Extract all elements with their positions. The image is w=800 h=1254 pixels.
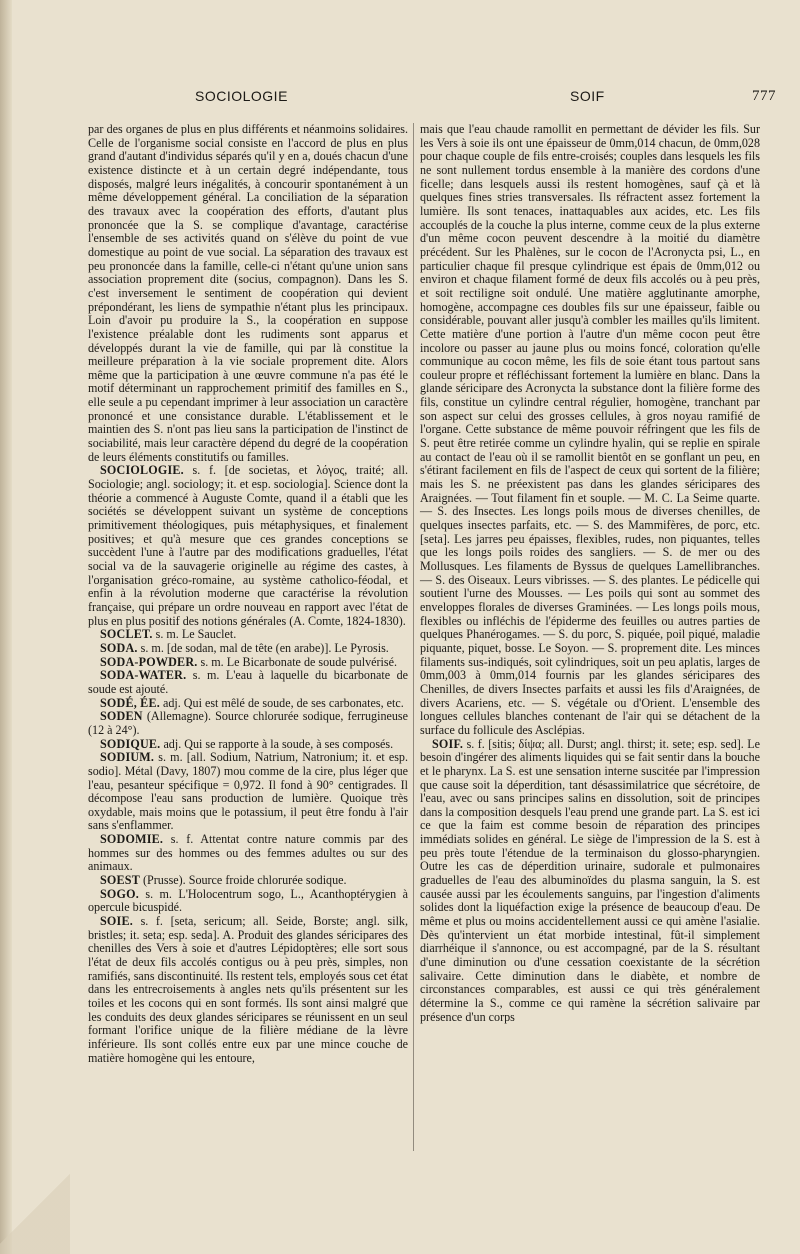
entry bbox=[88, 628, 408, 642]
entry-text: adj. Qui se rapporte à la soude, à ses composés. bbox=[163, 736, 394, 751]
entry-headword: SODIQUE. bbox=[100, 736, 161, 751]
entry-headword: SODOMIE. bbox=[100, 832, 164, 847]
entry-text: mais que l'eau chaude ramollit en permettant de dévider les fils. Sur les Vers à soie ils ont une épaisseur de 0mm,014 chacun, de 0mm,028 pour chaque couple de fils entre-croisés; couples dans lesquels les fils ne sont nullement tordus ensemble à la manière des cordons d'une ficelle; dans lesquels aussi ils restent homogènes, sauf çà et là quelques fines stries transversales. Ils réfractent assez fortement la lumière. Ils sont tenaces, inattaquables aux acides, etc. Les fils accouplés de la couche la plus interne, comme ceux de la plus externe d'un même cocon peuvent descendre à la moitié du diamètre précédent. Sur les Phalènes, sur le cocon de l'Acronycta psi, L., en particulier chaque fil presque cylindrique est épais de 0mm,012 ou environ et chaque filament formé de deux fils accolés ou à peu près, et soit rectiligne soit ondulé. Une matière agglutinante amorphe, homogène, accompagne ces doubles fils sur une épaisseur, faible ou considérable, pouvant aller jusqu'à combler les mailles qu'ils limitent. Cette matière d'une portion à l'autre d'un même cocon peut être incolore ou passer au jaune plus ou moins foncé, coloration qu'elle communique au cocon même, les fils de soie étant tous partout sans couleur propre et réfléchissant fortement la lumière en blanc. Dans la glande séricipare des Acronycta la substance dont la filière forme des fils, constitue un cylindre central régulier, homogène, tranchant par son aspect sur celui des grosses cellules, à gros noyau ramifié de l'organe. Cette substance de même pouvoir réfringent que les fils de S. peut être retirée comme un cylindre hyalin, qui se replie en spirale au contact de l'eau où il se ramollit bientôt en se gonflant un peu, en s'étirant facilement en fils de l'aspect de ceux qui sortent de la filière; mais les S. ne préexistent pas dans les glandes séricipares des Araignées. — Tout filament fin et souple. — M. C. La Seime quarte. — S. des Insectes. Les longs poils mous de diverses chenilles, de quelques insectes parfaits, etc. — S. des Mammifères, de porc, etc. [seta]. Les jarres peu épaisses, flexibles, rudes, non piquantes, telles que les longs poils roides des sangliers. — S. de mer ou des Mollusques. Les filaments de Byssus de quelques Lamellibranches. — S. des Oiseaux. Leurs vibrisses. — S. des plantes. Le pédicelle qui soutient l'urne des Mousses. — Les poils qui sont au sommet des enveloppes florales de diverses Graminées. — Les longs poils mous, flexibles ou infléchis de l'épiderme des feuilles ou autres parties de quelques Phanérogames. — S. du porc, S. piquée, poil piqué, maladie piquante, piquet, bosse. Le Soyon. — S. proprement dite. Les minces filaments sus-indiqués, soit cylindriques, soit un peu aplatis, larges de 0mm,003 à 0mm,014 fournis par les glandes séricipares des Chenilles, de divers Insectes parfaits et aussi les fils d'Araignées, de divers Acariens, etc. — S. végétale ou d'Orient. L'ensemble des longues cellules blanches contenant de l'air qui se détachent de la surface du follicule des Asclépias. bbox=[420, 122, 760, 737]
entry-text: s. f. [de societas, et λόγος, traité; all. Sociologie; angl. sociology; it. et esp. sociologia]. Science dont la théorie a commencé à Auguste Comte, quand il a établi que les sociétés se développent suivant un système de conceptions primitivement théologiques, puis métaphysiques, et finalement positives; et qu'à mesure que ces grandes conceptions se succèdent l'une à l'autre par des modifications graduelles, l'état social va de la sauvagerie originelle au régime des castes, à l'organisation gréco-romaine, au système catholico-féodal, et enfin à la révolution moderne que caractérise la révolution française, qui prépare un ordre nouveau en rapport avec l'état de plus en plus positif des notions générales (A. Comte, 1824-1830). bbox=[88, 463, 408, 628]
entry bbox=[88, 915, 408, 1065]
entry-text: s. m. Le Sauclet. bbox=[155, 627, 237, 642]
entry bbox=[420, 123, 760, 738]
entry-text: adj. Qui est mêlé de soude, de ses carbonates, etc. bbox=[162, 695, 404, 710]
entry bbox=[88, 751, 408, 833]
entry-text: s. f. [seta, sericum; all. Seide, Borste; angl. silk, bristles; it. seta; esp. seda]. A. Produit des glandes séricipares des chenilles des Vers à soie et d'autres Lépidoptères; elle sort sous l'état de deux fils accolés contigus ou à peu près, simples, non ramifiés, sans discontinuité. Ils restent tels, employés sous cet état dans les entrecroisements à angles nets qu'ils présentent sur les toiles et les cocons qui en sont formés. Ils sont ainsi malgré que les conduits des deux glandes séricipares se réunissent en un seul formant l'orifice unique de la filière médiane de la lèvre inférieure. Ils sont collés entre eux par une mince couche de matière homogène qui les entoure, bbox=[88, 914, 409, 1065]
entry-text: (Allemagne). Source chlorurée sodique, ferrugineuse (12 à 24°). bbox=[88, 709, 408, 737]
entry bbox=[88, 697, 408, 711]
column-rule bbox=[413, 123, 414, 1151]
entry-text: s. m. [de sodan, mal de tête (en arabe)]. Le Pyrosis. bbox=[140, 640, 389, 655]
entry-headword: SOEST bbox=[100, 873, 140, 888]
entry-text: (Prusse). Source froide chlorurée sodique. bbox=[143, 873, 347, 888]
entry bbox=[88, 123, 408, 464]
entry-headword: SOCIOLOGIE. bbox=[100, 463, 184, 478]
entry-text: s. m. Le Bicarbonate de soude pulvérisé. bbox=[200, 654, 397, 669]
entry bbox=[88, 710, 408, 737]
entry-headword: SOGO. bbox=[100, 886, 139, 901]
entry bbox=[88, 888, 408, 915]
entry bbox=[88, 874, 408, 888]
entry-text: s. m. L'Holocentrum sogo, L., Acanthoptérygien à opercule bicuspidé. bbox=[88, 886, 408, 915]
entry-headword: SODIUM. bbox=[100, 750, 155, 765]
entry-text: s. f. Attentat contre nature commis par des hommes sur des hommes ou des femmes adultes ou sur des animaux. bbox=[88, 832, 408, 874]
entry-text: s. f. [sitis; δίψα; all. Durst; angl. thirst; it. sete; esp. sed]. Le besoin d'ingérer des aliments liquides qui se fait sentir dans la bouche et le pharynx. La S. est une sensation interne suscitée par l'impression que cause soit la déperdition, tant désassimilatrice que sécrétoire, de l'eau, avec ou sans principes salins en dissolution, soit de principes dans la composition desquels l'eau prend une grande part. La S. est ici ce que la faim est comme besoin de réparation des principes immédiats solides en général. Le siège de l'impression de la S. est à peu près toute l'étendue de la terminaison du glosso-pharyngien. Outre les cas de déperdition urinaire, sudorale et pulmonaires graduelles de l'eau des albuminoïdes du plasma sanguin, la S. est causée aussi par les écoulements sanguins, par l'ingestion d'aliments solides dont la liquéfaction exige la présence de beaucoup d'eau. De même et plus ou moins accidentellement aussi ce qui amène l'asialie. Dès qu'intervient un état morbide intestinal, fût-il simplement diarrhéique il s'annonce, ou est accompagné, par de la S. résultant d'une diminution ou d'une cessation coexistante de la sécrétion salivaire. Cette diminution dans le diabète, et nombre de circonstances comparables, est aussi ce qui très généralement détermine la S., comme ce qui ramène la sécrétion salivaire par présence d'un corps bbox=[420, 736, 760, 1024]
entry bbox=[88, 464, 408, 628]
entry-text: s. m. [all. Sodium, Natrium, Natronium; it. et esp. sodio]. Métal (Davy, 1807) mou comme de la cire, plus léger que l'eau, pesanteur spécifique = 0,972. Il fond à 90° centigrades. Il décompose l'eau sans production de lumière. Quoique très oxydable, mais moins que le potassium, il peut être fondu à l'air sans s'enflammer. bbox=[88, 750, 408, 833]
page-fold-shadow bbox=[0, 1164, 70, 1254]
entry-headword: SODA-WATER. bbox=[100, 668, 187, 683]
entry bbox=[88, 669, 408, 696]
entry-headword: SODA. bbox=[100, 640, 138, 655]
running-header bbox=[0, 88, 800, 112]
entry-headword: SODA-POWDER. bbox=[100, 654, 198, 669]
entry-headword: SODEN bbox=[100, 709, 143, 724]
left-column bbox=[88, 123, 408, 1065]
entry-headword: SOIE. bbox=[100, 914, 133, 929]
entry-text: par des organes de plus en plus différents et néanmoins solidaires. Celle de l'organisme social consiste en l'accord de plus en plus grand d'autant d'individus séparés qu'il y en a, doués chacun d'une existence distincte et à un certain degré indépendante, tous disposés, malgré leurs inégalités, à concourir spontanément à un même développement général. La conciliation de la séparation des travaux avec la coopération des efforts, d'autant plus prononcée que la S. se complique d'avantage, caractérise l'ensemble de ses activités quand on s'élève du point de vue domestique au point de vue social. La séparation des travaux est peu prononcée dans la famille, celle-ci n'étant qu'une union sans association proprement dite (socius, compagnon). Dans les S. c'est inversement le sentiment de coopération qui devient prépondérant, les liens de sympathie n'étant plus les principaux. Loin d'avoir pu produire la S., la coopération en suppose l'existence préalable dont les rudiments sont apparus et développés durant la vie de famille, qui par là constitue la meilleure préparation à la vie sociale proprement dite. Alors même que la participation à une œuvre commune n'a pas été le motif déterminant un rapprochement primitif des familles en S., elle seule a pu cependant imprimer à leur association un caractère prononcé et une consistance durable. L'établissement et le maintien des S. n'ont pas lieu sans la participation de l'instinct de sociabilité, mais leur caractère dépend du degré de la coopération de leurs éléments constitutifs ou familles. bbox=[88, 122, 408, 464]
entry-text: s. m. L'eau à laquelle du bicarbonate de soude est ajouté. bbox=[88, 668, 408, 696]
entry bbox=[88, 656, 408, 670]
page-edge bbox=[0, 0, 12, 1254]
entry bbox=[88, 833, 408, 874]
header-left-word: SOCIOLOGIE bbox=[195, 88, 288, 104]
entry bbox=[88, 738, 408, 752]
entry-headword: SODÉ, ÉE. bbox=[100, 695, 160, 710]
header-right-word: SOIF bbox=[570, 88, 605, 104]
page-number: 777 bbox=[752, 88, 776, 104]
entry bbox=[88, 642, 408, 656]
entry-headword: SOIF. bbox=[432, 736, 464, 751]
right-column bbox=[420, 123, 760, 1024]
entry bbox=[420, 738, 760, 1025]
entry-headword: SOCLET. bbox=[100, 627, 153, 642]
